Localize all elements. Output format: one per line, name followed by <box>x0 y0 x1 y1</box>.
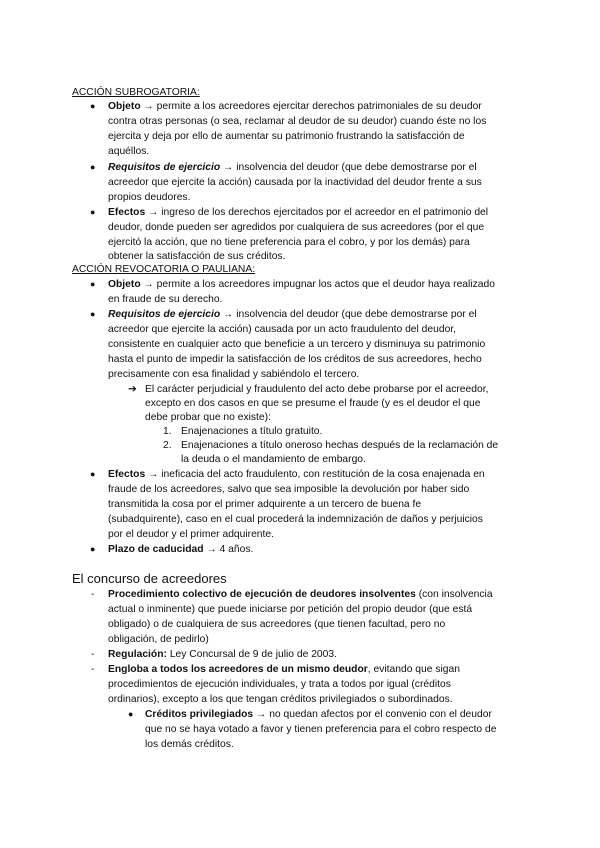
text-line: la deuda o el mandamiento de embargo. <box>181 454 366 465</box>
text-line: propios deudores. <box>108 192 191 203</box>
list-number: 2. <box>163 440 172 451</box>
text-line: (subadquirente), caso en el cual procederá la indemnización de daños y perjuicios <box>108 514 483 525</box>
term-requisitos: Requisitos de ejercicio <box>108 309 221 320</box>
text-line: que no se haya votado a favor y tienen preferencia para el cobro respecto de <box>145 724 497 735</box>
term-efectos: Efectos <box>108 207 146 218</box>
text-line: los demás créditos. <box>145 739 234 750</box>
section-heading-subrogatoria: ACCIÓN SUBROGATORIA: <box>72 87 200 98</box>
concurso-procedimiento: Procedimiento colectivo de ejecución de deudores insolventes (con insolvencia <box>108 589 493 600</box>
text-line: procedimientos de ejecución individuales, y trata a todos por igual (créditos <box>108 679 451 690</box>
text-line: ejercita y deja por ello de aumentar su patrimonio frustrando la satisfacción de <box>108 131 465 142</box>
bullet-icon: ● <box>90 101 96 111</box>
bullet-icon: ● <box>128 709 134 719</box>
text-line: El carácter perjudicial y fraudulento del acto debe probarse por el acreedor, <box>145 384 489 395</box>
revocatoria-objeto: Objeto → permite a los acreedores impugnar los actos que el deudor haya realizado <box>108 279 495 290</box>
text-line: contra otras personas (o sea, reclamar al deudor de su deudor) cuando éste no los <box>108 116 487 127</box>
term-objeto: Objeto <box>108 279 141 290</box>
dash-marker: - <box>91 649 95 660</box>
term-regulacion: Regulación: <box>108 649 167 660</box>
text-line: debe probar que no existe): <box>145 412 271 423</box>
term-creditos: Créditos privilegiados <box>145 709 254 720</box>
bullet-icon: ● <box>90 279 96 289</box>
section-heading-revocatoria: ACCIÓN REVOCATORIA O PAULIANA: <box>72 264 256 275</box>
bullet-icon: ● <box>90 162 96 172</box>
revocatoria-requisitos: Requisitos de ejercicio → insolvencia del deudor (que debe demostrarse por el <box>108 309 477 320</box>
text-line: Enajenaciones a título gratuito. <box>181 426 323 437</box>
text-line: excepto en dos casos en que se presume el fraude (y es el deudor el que <box>145 398 481 409</box>
text-line: actual o inminente) que puede iniciarse por petición del propio deudor (que está <box>108 604 473 615</box>
text-line: obligación, de pedirlo) <box>108 634 209 645</box>
subrogatoria-objeto: Objeto → permite a los acreedores ejercitar derechos patrimoniales de su deudor <box>108 101 482 112</box>
text-line: en fraude de su derecho. <box>108 294 223 305</box>
dash-marker: - <box>91 664 95 675</box>
text-line: consistente en cualquier acto que beneficie a un tercero y disminuya su patrimonio <box>108 339 486 350</box>
term-requisitos: Requisitos de ejercicio <box>108 162 221 173</box>
concurso-creditos: Créditos privilegiados → no quedan afectos por el convenio con el deudor <box>145 709 492 720</box>
text-line: hasta el punto de impedir la satisfacción de los créditos de sus acreedores, hecho <box>108 354 482 365</box>
arrow-icon: ➔ <box>128 384 137 395</box>
concurso-regulacion: Regulación: Ley Concursal de 9 de julio de 2003. <box>108 649 337 660</box>
text-line: deudor, donde pueden ser agredidos por cualquiera de sus acreedores (por el que <box>108 222 485 233</box>
text-line: transmitida la cosa por el primer adquirente a un tercero de buena fe <box>108 499 422 510</box>
bullet-icon: ● <box>90 544 96 554</box>
section-title-concurso: El concurso de acreedores <box>72 571 227 586</box>
bullet-icon: ● <box>90 207 96 217</box>
text-line: ordinarios), excepto a los que tengan créditos privilegiados o subordinados. <box>108 694 453 705</box>
text-line: aquéllos. <box>108 146 150 157</box>
list-number: 1. <box>163 426 172 437</box>
text-line: por el deudor y el primer adquirente. <box>108 529 274 540</box>
term-plazo: Plazo de caducidad <box>108 544 204 555</box>
revocatoria-plazo: Plazo de caducidad → 4 años. <box>108 544 254 555</box>
text-line: obligado) o de cualquiera de sus acreedores (que tienen facultad, pero no <box>108 619 446 630</box>
term-procedimiento: Procedimiento colectivo de ejecución de deudores insolventes <box>108 589 416 600</box>
subrogatoria-efectos: Efectos → ingreso de los derechos ejercitados por el acreedor en el patrimonio del <box>108 207 489 218</box>
text-line: acreedor que ejercite la acción) causada por la inactividad del deudor frente a sus <box>108 177 482 188</box>
term-engloba: Engloba a todos los acreedores de un mismo deudor <box>108 664 368 675</box>
concurso-engloba: Engloba a todos los acreedores de un mismo deudor, evitando que sigan <box>108 664 460 675</box>
revocatoria-efectos: Efectos → ineficacia del acto fraudulento, con restitución de la cosa enajenada en <box>108 469 485 480</box>
text-line: acreedor que ejercite la acción) causada por un acto fraudulento del deudor, <box>108 324 457 335</box>
text-line: obtener la satisfacción de sus créditos. <box>108 251 286 262</box>
term-efectos: Efectos <box>108 469 146 480</box>
term-objeto: Objeto <box>108 101 141 112</box>
bullet-icon: ● <box>90 469 96 479</box>
dash-marker: - <box>91 589 95 600</box>
text-line: precisamente con esa finalidad y sabiéndolo el tercero. <box>108 369 360 380</box>
text-line: ejercitó la acción, que no tiene preferencia para el cobro, y por los demás) para <box>108 237 470 248</box>
bullet-icon: ● <box>90 309 96 319</box>
subrogatoria-requisitos: Requisitos de ejercicio → insolvencia del deudor (que debe demostrarse por el <box>108 162 477 173</box>
text-line: fraude de los acreedores, salvo que sea imposible la devolución por haber sido <box>108 484 470 495</box>
text-line: Enajenaciones a título oneroso hechas después de la reclamación de <box>181 440 499 451</box>
